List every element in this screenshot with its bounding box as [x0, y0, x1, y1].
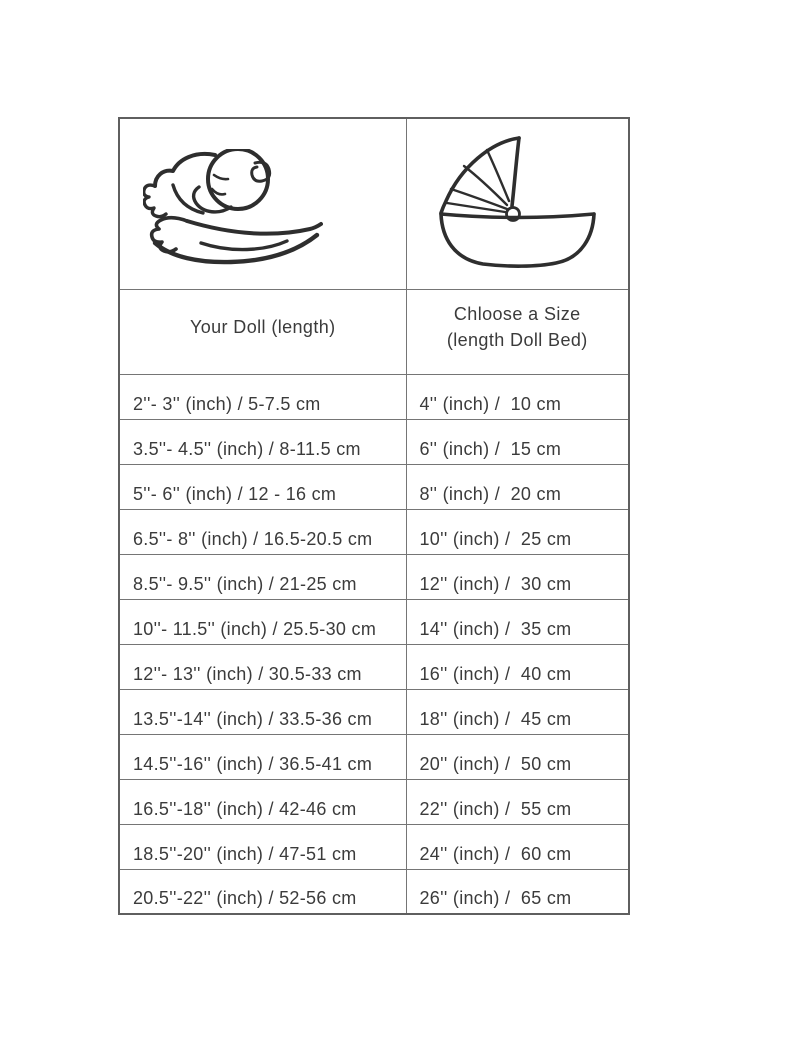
doll-length-cell: 8.5''- 9.5'' (inch) / 21-25 cm	[119, 554, 406, 599]
doll-icon-cell	[119, 118, 406, 289]
bed-size-cell: 16'' (inch) / 40 cm	[406, 644, 629, 689]
baby-in-hand-icon	[143, 149, 323, 272]
icon-row	[119, 118, 629, 289]
size-row	[119, 419, 629, 464]
header-row	[119, 289, 629, 374]
size-row	[119, 509, 629, 554]
doll-length-cell: 2''- 3'' (inch) / 5-7.5 cm	[119, 374, 406, 419]
bed-size-cell: 14'' (inch) / 35 cm	[406, 599, 629, 644]
bed-size-cell: 8'' (inch) / 20 cm	[406, 464, 629, 509]
size-row	[119, 824, 629, 869]
bed-size-cell: 10'' (inch) / 25 cm	[406, 509, 629, 554]
bed-size-cell: 4'' (inch) / 10 cm	[406, 374, 629, 419]
doll-length-cell: 12''- 13'' (inch) / 30.5-33 cm	[119, 644, 406, 689]
bed-size-cell: 6'' (inch) / 15 cm	[406, 419, 629, 464]
doll-length-cell: 18.5''-20'' (inch) / 47-51 cm	[119, 824, 406, 869]
bed-size-cell: 26'' (inch) / 65 cm	[406, 869, 629, 914]
bed-column-header	[406, 289, 629, 374]
doll-length-cell: 6.5''- 8'' (inch) / 16.5-20.5 cm	[119, 509, 406, 554]
doll-length-cell: 20.5''-22'' (inch) / 52-56 cm	[119, 869, 406, 914]
size-row	[119, 374, 629, 419]
bed-icon-cell	[406, 118, 629, 289]
doll-length-cell: 3.5''- 4.5'' (inch) / 8-11.5 cm	[119, 419, 406, 464]
doll-column-header	[119, 289, 406, 374]
doll-length-cell: 16.5''-18'' (inch) / 42-46 cm	[119, 779, 406, 824]
doll-length-cell: 10''- 11.5'' (inch) / 25.5-30 cm	[119, 599, 406, 644]
size-row	[119, 869, 629, 914]
size-row	[119, 599, 629, 644]
doll-header-label: Your Doll (length)	[189, 316, 336, 337]
bed-size-cell: 18'' (inch) / 45 cm	[406, 689, 629, 734]
size-row	[119, 554, 629, 599]
size-row	[119, 734, 629, 779]
doll-bed-icon	[437, 135, 597, 275]
size-row	[119, 464, 629, 509]
bed-header-line1: Chloose a Size	[453, 303, 581, 324]
size-row	[119, 689, 629, 734]
size-chart-table	[118, 117, 630, 915]
bed-size-cell: 12'' (inch) / 30 cm	[406, 554, 629, 599]
bed-size-cell: 20'' (inch) / 50 cm	[406, 734, 629, 779]
size-row	[119, 779, 629, 824]
doll-length-cell: 14.5''-16'' (inch) / 36.5-41 cm	[119, 734, 406, 779]
size-row	[119, 644, 629, 689]
bed-size-cell: 24'' (inch) / 60 cm	[406, 824, 629, 869]
doll-length-cell: 5''- 6'' (inch) / 12 - 16 cm	[119, 464, 406, 509]
bed-size-cell: 22'' (inch) / 55 cm	[406, 779, 629, 824]
bed-header-line2: (length Doll Bed)	[446, 330, 588, 350]
doll-length-cell: 13.5''-14'' (inch) / 33.5-36 cm	[119, 689, 406, 734]
